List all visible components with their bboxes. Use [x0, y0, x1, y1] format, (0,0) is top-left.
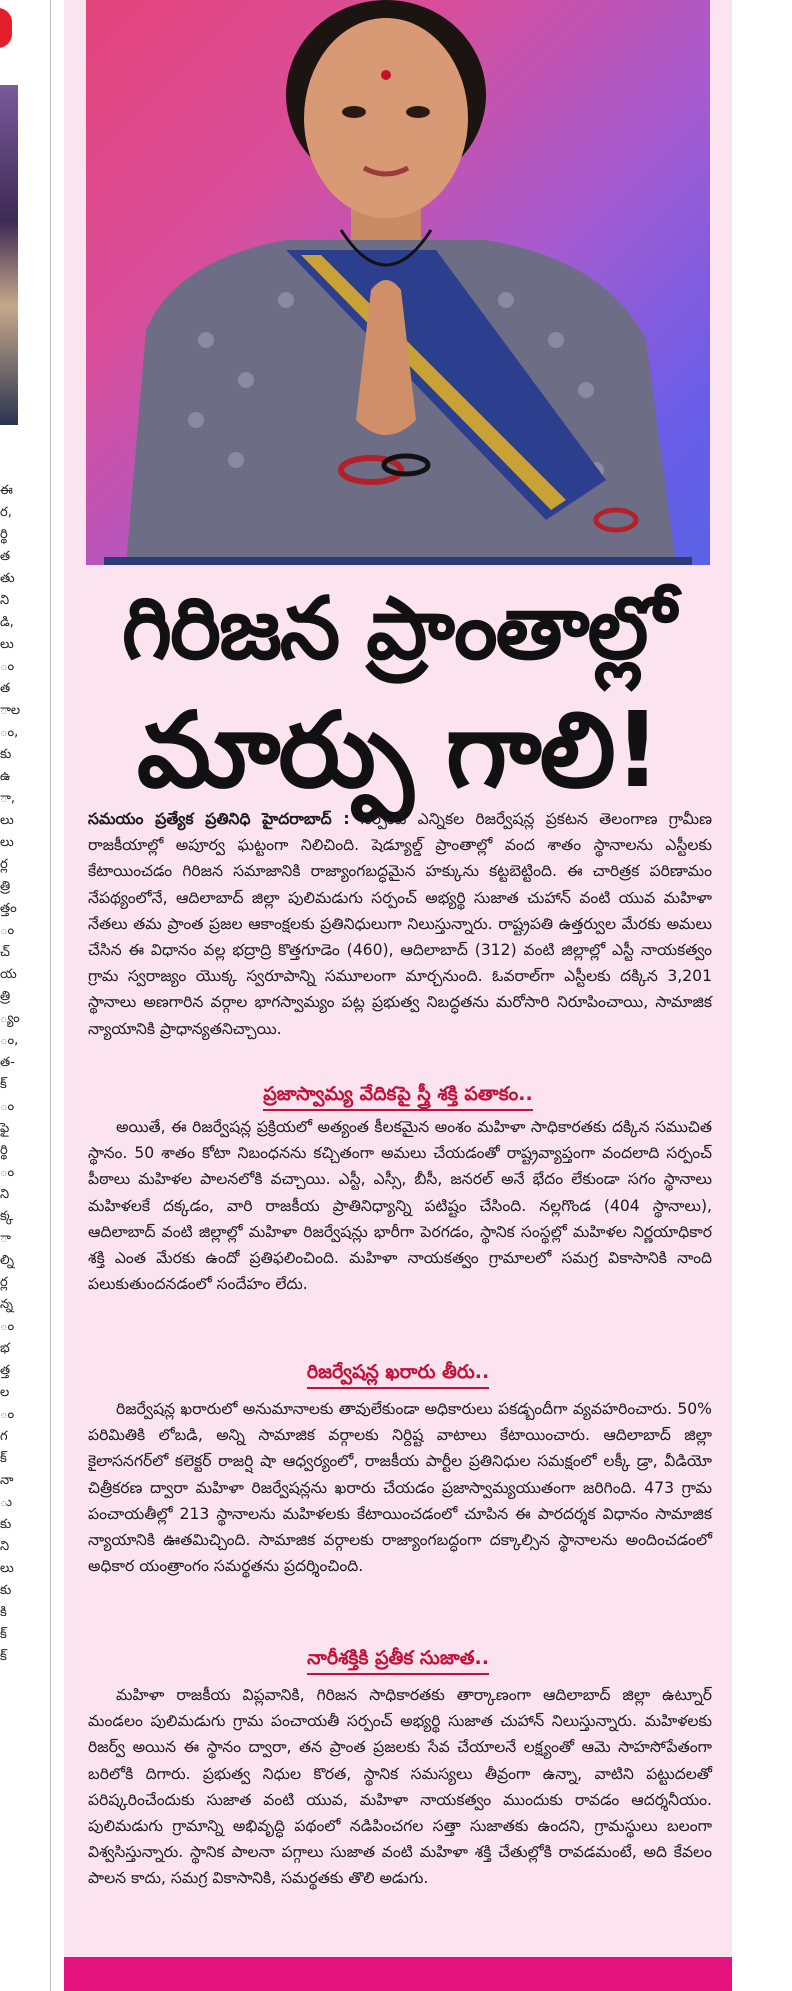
intro-paragraph — [88, 806, 712, 1042]
adjacent-text-fragment: ం, — [0, 1033, 19, 1048]
adjacent-text-fragment: త్తం — [0, 901, 17, 916]
adjacent-text-fragment: ం — [0, 923, 15, 938]
adjacent-photo — [0, 85, 18, 425]
adjacent-text-fragment: ర్థి — [0, 527, 8, 542]
section-2-paragraph: రిజర్వేషన్ల ఖరారులో అనుమానాలకు తావులేకుండా అధికారులు పకడ్బందీగా వ్యవహరించారు. 50% పరిమితికి లోబడి, అన్ని సామాజిక వర్గాలకు నిర్దిష్ట వాటాలు కేటాయించారు. ఆదిలాబాద్ జిల్లా కైలాసనగర్‌లో కలెక్టర్ రాజర్షి షా ఆధ్వర్యంలో, రాజకీయ పార్టీల ప్రతినిధుల సమక్షంలో లక్కీ డ్రా, వీడియో చిత్రీకరణ ద్వారా మహిళా రిజర్వేషన్లను ఖరారు చేయడం ప్రజాస్వామ్యయుతంగా జరిగింది. 473 గ్రామ పంచాయతీల్లో 213 స్థానాలను మహిళలకు కేటాయించడంలో చూపిన ఈ పారదర్శక విధానం సామాజిక న్యాయానికి ఊతమిచ్చింది. సామాజిక వర్గాలకు రాజ్యాంగబద్ధంగా దక్కాల్సిన స్థానాలను అందించడంలో అధికార యంత్రాంగం సమర్థతను ప్రదర్శించింది. — [88, 1400, 712, 1576]
photo-base-bar — [104, 557, 692, 565]
subheading-2-text: రిజర్వేషన్ల ఖరారు తీరు.. — [307, 1358, 489, 1389]
adjacent-text-fragment: త్రి — [0, 989, 11, 1004]
adjacent-text-fragment: ర్ల — [0, 857, 8, 872]
bottom-accent-bar — [64, 1957, 732, 1991]
subheading-2 — [64, 1358, 732, 1389]
column-divider — [50, 0, 51, 1991]
adjacent-text-fragment: ని — [0, 593, 10, 608]
adjacent-text-fragment: ం — [0, 1319, 15, 1334]
adjacent-text-fragment: క్ — [0, 1627, 7, 1642]
adjacent-text-fragment: ం — [0, 659, 15, 674]
adjacent-text-fragment: త- — [0, 1055, 15, 1070]
adjacent-text-fragment: ్యం — [0, 1011, 20, 1026]
adjacent-text-fragment: ం — [0, 1407, 15, 1422]
adjacent-text-fragment: తు — [0, 571, 15, 586]
adjacent-text-fragment: క్ — [0, 1451, 7, 1466]
adjacent-text-fragment: చ్ — [0, 945, 10, 960]
adjacent-text-fragment: ం, — [0, 725, 19, 740]
adjacent-text-fragment: లు — [0, 1561, 14, 1576]
adjacent-text-fragment: ఉ — [0, 769, 11, 784]
adjacent-text-fragment: ు — [0, 1495, 13, 1510]
adjacent-text-fragment: ల్ని — [0, 1253, 15, 1268]
headline-line-1: గిరిజన ప్రాంతాల్లో — [121, 579, 675, 679]
adjacent-red-marker — [0, 8, 12, 48]
adjacent-text-fragment: య — [0, 967, 17, 982]
adjacent-text-fragment: కు — [0, 1517, 12, 1532]
adjacent-text-fragment: గ — [0, 1429, 8, 1444]
adjacent-text-fragment: ా, — [0, 791, 16, 806]
adjacent-text-fragment: నా — [0, 1473, 14, 1488]
adjacent-text-fragment: త్త — [0, 1363, 11, 1378]
adjacent-text-fragment: కు — [0, 747, 12, 762]
adjacent-text-fragment: క్ — [0, 1649, 7, 1664]
adjacent-text-fragment: త — [0, 681, 11, 696]
section-1-paragraph: అయితే, ఈ రిజర్వేషన్ల ప్రక్రియలో అత్యంత కీలకమైన అంశం మహిళా సాధికారతకు దక్కిన సముచిత స్థానం. 50 శాతం కోటా నిబంధనను కచ్చితంగా అమలు చేయడంతో రాష్ట్రవ్యాప్తంగా వందలాది సర్పంచ్ పీఠాలు మహిళల పాలనలోకి వచ్చాయి. ఎస్టీ, ఎస్సీ, బీసీ, జనరల్ అనే భేదం లేకుండా సగం స్థానాలు మహిళలకే దక్కడం, వారి రాజకీయ ప్రాతినిధ్యాన్ని పటిష్టం చేసింది. నల్లగొండ (404 స్థానాలు), ఆదిలాబాద్ వంటి జిల్లాల్లో మహిళా రిజర్వేషన్లు భారీగా పెరగడం, స్థానిక సంస్థల్లో మహిళల నిర్ణయాధికార శక్తి ఎంత మేరకు ఉందో ప్రతిఫలించింది. మహిళా నాయకత్వం గ్రామాలలో సమగ్ర వికాసానికి నాంది పలుకుతుందనడంలో సందేహం లేదు. — [88, 1118, 712, 1294]
adjacent-column-text — [0, 480, 20, 1980]
section-3-paragraph: మహిళా రాజకీయ విప్లవానికి, గిరిజన సాధికారతకు తార్కాణంగా ఆదిలాబాద్ జిల్లా ఉట్నూర్ మండలం పులిమడుగు గ్రామ పంచాయతీ సర్పంచ్ అభ్యర్థి సుజాత చుహాన్ నిలుస్తున్నారు. మహిళలకు రిజర్వ్ అయిన ఈ స్థానం ద్వారా, తన ప్రాంత ప్రజలకు సేవ చేయాలనే లక్ష్యంతో ఆమె సాహసోపేతంగా బరిలోకి దిగారు. ప్రభుత్వ నిధుల కొరత, స్థానిక సమస్యలు తీవ్రంగా ఉన్నా, వాటిని పట్టుదలతో పరిష్కరించేందుకు సుజాత వంటి యువ, మహిళా నాయకత్వం ముందుకు రావడం ఆదర్శనీయం. పులిమడుగు గ్రామాన్ని అభివృద్ధి పథంలో నడిపించగల సత్తా సుజాతకు ఉందని, గ్రామస్థులు బలంగా విశ్వసిస్తున్నారు. స్థానిక పాలనా పగ్గాలు సుజాత వంటి మహిళా శక్తి చేతుల్లోకి రావడమంటే, అది కేవలం పాలన కాదు, సమగ్ర వికాసానికి, సమర్థతకు తొలి అడుగు. — [88, 1686, 712, 1888]
adjacent-text-fragment: ం — [0, 1165, 15, 1180]
adjacent-text-fragment: ా — [0, 1231, 11, 1246]
adjacent-text-fragment: ర్థి — [0, 1143, 8, 1158]
byline: సమయం ప్రత్యేక ప్రతినిధి హైదరాబాద్ : — [88, 810, 350, 828]
adjacent-text-fragment: త్రి — [0, 879, 11, 894]
adjacent-text-fragment: క్ — [0, 1077, 7, 1092]
candidate-photo — [86, 0, 710, 565]
candidate-portrait-illustration — [86, 0, 710, 565]
adjacent-text-fragment: ని — [0, 1187, 10, 1202]
adjacent-text-fragment: ర్ల — [0, 1275, 8, 1290]
adjacent-text-fragment: ం — [0, 1099, 15, 1114]
headline-line-2: మార్పు గాలి! — [136, 689, 660, 811]
adjacent-text-fragment: లు — [0, 813, 14, 828]
article — [64, 0, 732, 1991]
subheading-1-text: ప్రజాస్వామ్య వేదికపై స్త్రీ శక్తి పతాకం.. — [263, 1080, 532, 1111]
adjacent-text-fragment: ఈ — [0, 483, 13, 498]
adjacent-text-fragment: కి — [0, 1605, 7, 1620]
adjacent-text-fragment: ఫై — [0, 1121, 10, 1136]
adjacent-text-fragment: ాల — [0, 703, 20, 718]
adjacent-text-fragment: లు — [0, 835, 14, 850]
subheading-3-text: నారీశక్తికి ప్రతీక సుజాత.. — [307, 1644, 489, 1675]
adjacent-text-fragment: త — [0, 549, 11, 564]
adjacent-text-fragment: న్న — [0, 1297, 13, 1312]
subheading-3 — [64, 1644, 732, 1675]
intro-text: సర్పంచ్ ఎన్నికల రిజర్వేషన్ల ప్రకటన తెలంగాణ గ్రామీణ రాజకీయాల్లో అపూర్వ ఘట్టంగా నిలిచింది. షెడ్యూల్డ్ ప్రాంతాల్లో వంద శాతం స్థానాలను ఎస్టీలకు కేటాయించడం గిరిజన సమాజానికి రాజ్యాంగబద్ధమైన హక్కును కట్టబెట్టింది. ఈ చారిత్రక పరిణామం నేపథ్యంలోనే, ఆదిలాబాద్ జిల్లా పులిమడుగు సర్పంచ్ అభ్యర్థి సుజాత చుహాన్ వంటి యువ మహిళా నేతలు తమ ప్రాంత ప్రజల ఆకాంక్షలకు ప్రతినిధులుగా నిలుస్తున్నారు. రాష్ట్రపతి ఉత్తర్వుల మేరకు అమలు చేసిన ఈ విధానం వల్ల భద్రాద్రి కొత్తగూడెం (460), ఆదిలాబాద్ (312) వంటి జిల్లాల్లో ఎస్టీ నాయకత్వం గ్రామ స్వరాజ్యం యొక్క స్వరూపాన్ని సమూలంగా మార్చనుంది. ఓవరాల్‌గా ఎస్టీలకు దక్కిన 3,201 స్థానాలు అణగారిన వర్గాల భాగస్వామ్యం పట్ల ప్రభుత్వ నిబద్ధతను మరోసారి నిరూపించాయి, సామాజిక న్యాయానికి ప్రాధాన్యతనిచ్చాయి. — [88, 810, 712, 1038]
adjacent-text-fragment: ర, — [0, 505, 12, 520]
adjacent-text-fragment: ని — [0, 1539, 10, 1554]
adjacent-text-fragment: ల — [0, 1385, 10, 1400]
subheading-1 — [64, 1080, 732, 1111]
adjacent-text-fragment: కు — [0, 1583, 12, 1598]
adjacent-text-fragment: డి, — [0, 615, 14, 630]
adjacent-text-fragment: క్క — [0, 1209, 14, 1224]
adjacent-text-fragment: భ — [0, 1341, 10, 1356]
adjacent-text-fragment: లు — [0, 637, 14, 652]
